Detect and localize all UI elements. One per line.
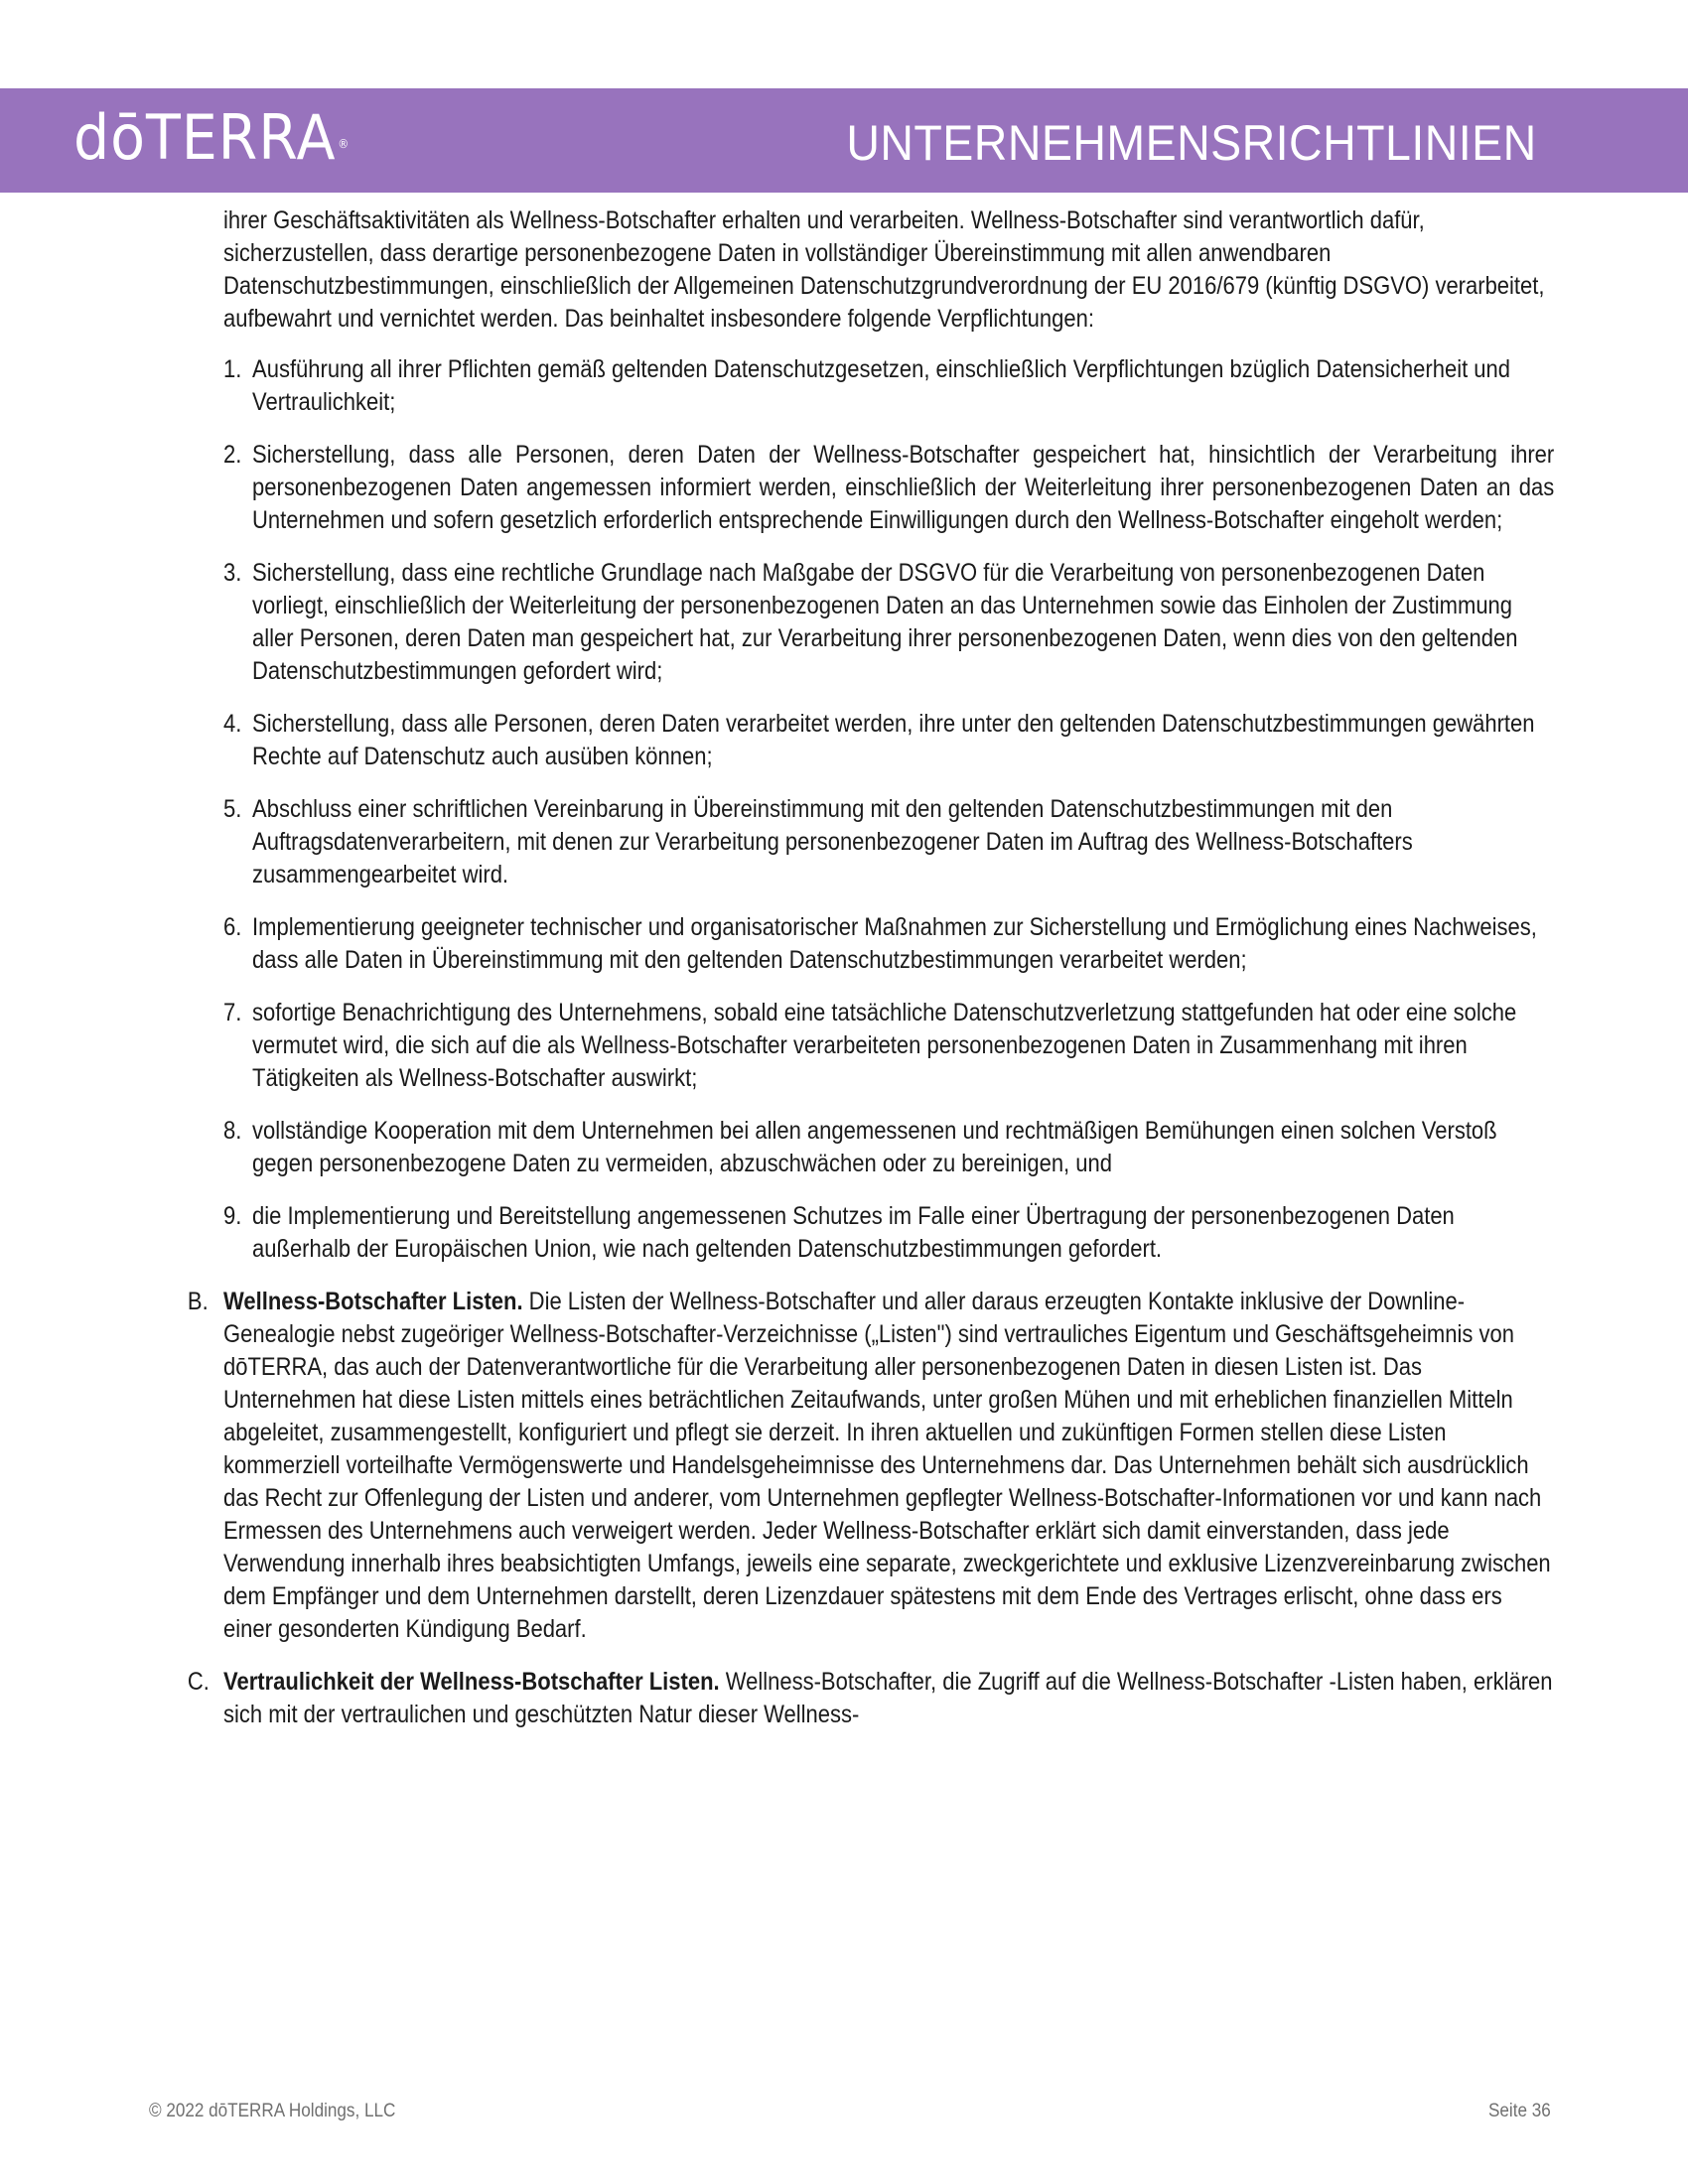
list-number: 2. [223, 441, 242, 469]
document-body [187, 205, 1555, 1751]
footer-copyright: © 2022 dōTERRA Holdings, LLC [149, 2101, 396, 2121]
obligations-list [223, 353, 1554, 1266]
section-letter: B. [187, 1288, 209, 1315]
list-number: 5. [223, 795, 242, 823]
list-item [223, 997, 1554, 1095]
list-item-text: Sicherstellung, dass eine rechtliche Grundlage nach Maßgabe der DSGVO für die Verarbeitung von personenbezogenen Daten vorliegt, einschließlich der Weiterleitung der personenbezogenen Daten an das Unternehmen sowie das Einholen der Zustimmung aller Personen, deren Daten man gespeichert hat, zur Verarbeitung ihrer personenbezogenen Daten, wenn dies von den geltenden Datenschutzbestimmungen gefordert wird; [252, 559, 1518, 685]
section-b [187, 1286, 1554, 1646]
list-number: 4. [223, 710, 242, 738]
list-item-text: Sicherstellung, dass alle Personen, deren Daten verarbeitet werden, ihre unter den geltenden Datenschutzbestimmungen gewährten Rechte auf Datenschutz auch ausüben können; [252, 710, 1535, 770]
section-letter: C. [187, 1668, 210, 1696]
list-item [223, 439, 1554, 537]
list-item-text: Implementierung geeigneter technischer und organisatorischer Maßnahmen zur Sicherstellung und Ermöglichung eines Nachweises, dass alle Daten in Übereinstimmung mit den geltenden Datenschutzbestimmungen verarbeitet werden; [252, 913, 1537, 974]
list-item [223, 708, 1554, 773]
page-header-title: UNTERNEHMENSRICHTLINIEN [846, 115, 1537, 171]
section-text: Wellness-Botschafter, die Zugriff auf die Wellness-Botschafter -Listen haben, erklären sich mit der vertraulichen und geschützten Natur dieser Wellness- [223, 1668, 1553, 1728]
list-item [223, 557, 1554, 688]
list-item-text: Sicherstellung, dass alle Personen, deren Daten der Wellness-Botschafter gespeichert hat, hinsichtlich der Verarbeitung ihrer personenbezogenen Daten angemessen informiert werden, einschließlich der Weiterleitung ihrer personenbezogenen Daten an das Unternehmen und sofern gesetzlich erforderlich entsprechende Einwilligungen durch den Wellness-Botschafter eingeholt werden; [252, 441, 1555, 534]
list-number: 8. [223, 1117, 242, 1145]
section-heading: Wellness-Botschafter Listen. [223, 1288, 523, 1315]
doterra-logo [73, 103, 350, 173]
intro-paragraph: ihrer Geschäftsaktivitäten als Wellness-Botschafter erhalten und verarbeiten. Wellness-Botschafter sind verantwortlich dafür, sicherzustellen, dass derartige personenbezogene Daten in vollständiger Übereinstimmung mit allen anwendbaren Datenschutzbestimmungen, einschließlich der Allgemeinen Datenschutzgrundverordnung der EU 2016/679 (künftig DSGVO) verarbeitet, aufbewahrt und vernichtet werden. Das beinhaltet insbesondere folgende Verpflichtungen: [223, 206, 1545, 333]
section-text: Die Listen der Wellness-Botschafter und aller daraus erzeugten Kontakte inklusive der Downline-Genealogie nebst zugeöriger Wellness-Botschafter-Verzeichnisse („Listen") sind vertrauliches Eigentum und Geschäftsgeheimnis von dōTERRA, das auch der Datenverantwortliche für die Verarbeitung aller personenbezogenen Daten in diesen Listen ist. Das Unternehmen hat diese Listen mittels eines beträchtlichen Zeitaufwands, unter großen Mühen und mit erheblichen finanziellen Mitteln abgeleitet, zusammengestellt, konfiguriert und pflegt sie derzeit. In ihren aktuellen und zukünftigen Formen stellen diese Listen kommerziell vorteilhafte Vermögenswerte und Handelsgeheimnisse des Unternehmens dar. Das Unternehmen behält sich ausdrücklich das Recht zur Offenlegung der Listen und anderer, vom Unternehmen gepflegter Wellness-Botschafter-Informationen vor und kann nach Ermessen des Unternehmens auch verweigert werden. Jeder Wellness-Botschafter erklärt sich damit einverstanden, dass jede Verwendung innerhalb ihres beabsichtigten Umfangs, jeweils eine separate, zweckgerichtete und exklusive Lizenzvereinbarung zwischen dem Empfänger und dem Unternehmen darstellt, deren Lizenzdauer spätestens mit dem Ende des Vertrages erlischt, ohne dass ers einer gesonderten Kündigung Bedarf. [223, 1288, 1551, 1643]
list-item [223, 1200, 1554, 1266]
list-number: 7. [223, 999, 242, 1026]
list-item [223, 911, 1554, 977]
list-item [223, 1115, 1554, 1180]
footer-page-number: Seite 36 [1488, 2101, 1551, 2121]
list-number: 3. [223, 559, 242, 587]
list-item-text: Ausführung all ihrer Pflichten gemäß geltenden Datenschutzgesetzen, einschließlich Verpflichtungen bzüglich Datensicherheit und Vertraulichkeit; [252, 355, 1511, 416]
list-number: 1. [223, 355, 242, 383]
list-item-text: sofortige Benachrichtigung des Unternehmens, sobald eine tatsächliche Datenschutzverletzung stattgefunden hat oder eine solche vermutet wird, die sich auf die als Wellness-Botschafter verarbeiteten personenbezogenen Daten in Zusammenhang mit ihren Tätigkeiten als Wellness-Botschafter auswirkt; [252, 999, 1517, 1092]
list-number: 9. [223, 1202, 242, 1230]
section-c [187, 1666, 1554, 1731]
section-heading: Vertraulichkeit der Wellness-Botschafter Listen. [223, 1668, 720, 1696]
list-number: 6. [223, 913, 242, 941]
logo-text: dōTERRA [73, 101, 337, 174]
list-item-text: Abschluss einer schriftlichen Vereinbarung in Übereinstimmung mit den geltenden Datenschutzbestimmungen mit den Auftragsdatenverarbeitern, mit denen zur Verarbeitung personenbezogener Daten im Auftrag des Wellness-Botschafters zusammengearbeitet wird. [252, 795, 1413, 888]
list-item [223, 793, 1554, 891]
list-item [223, 353, 1554, 419]
registered-mark-icon: ® [338, 137, 351, 151]
list-item-text: vollständige Kooperation mit dem Unternehmen bei allen angemessenen und rechtmäßigen Bemühungen einen solchen Verstoß gegen personenbezogene Daten zu vermeiden, abzuschwächen oder zu bereinigen, und [252, 1117, 1497, 1177]
list-item-text: die Implementierung und Bereitstellung angemessenen Schutzes im Falle einer Übertragung der personenbezogenen Daten außerhalb der Europäischen Union, wie nach geltenden Datenschutzbestimmungen gefordert. [252, 1202, 1455, 1263]
